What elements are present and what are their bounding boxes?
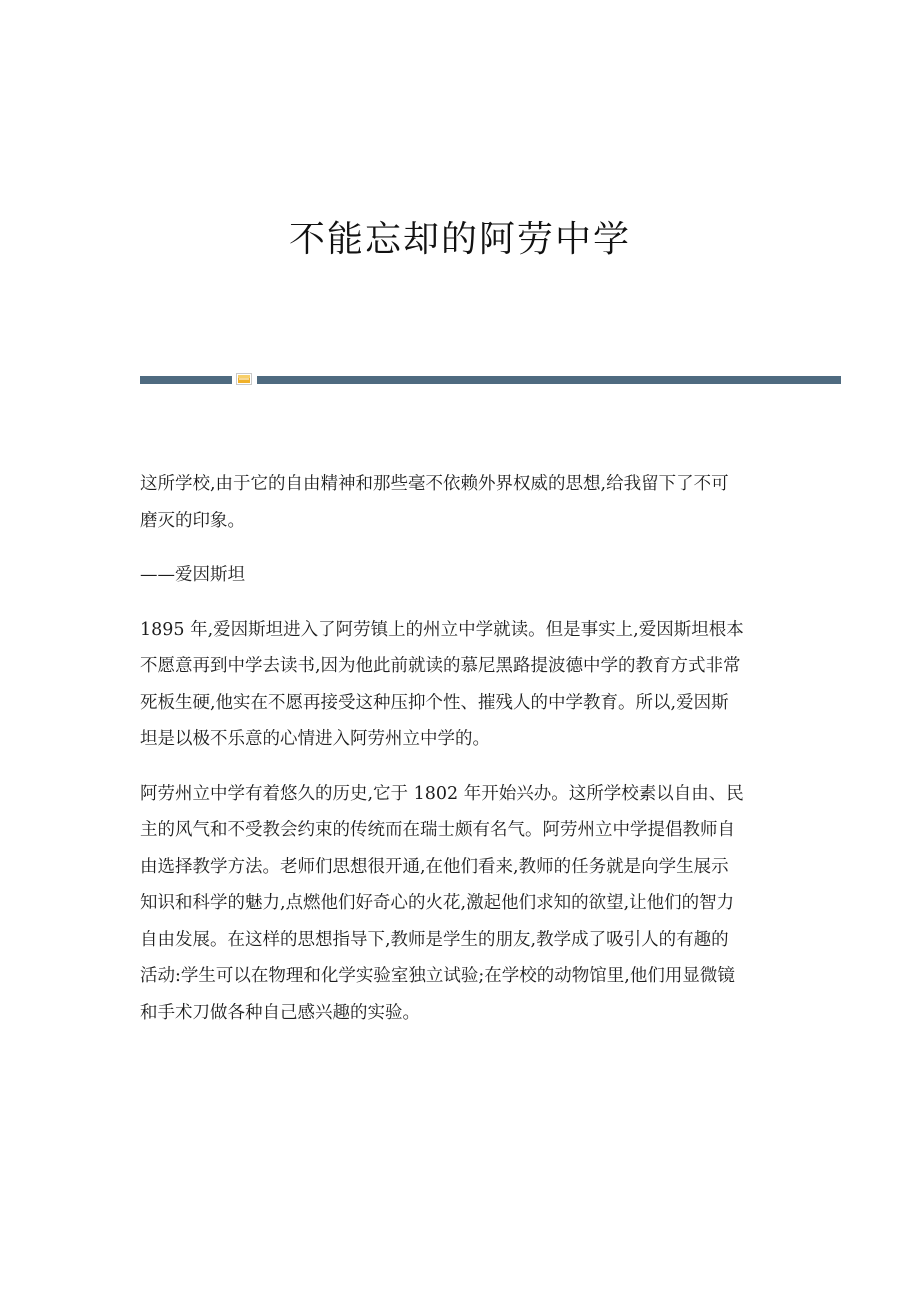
paragraph-attribution: ——爱因斯坦	[140, 565, 245, 585]
paragraph-school-history: 阿劳州立中学有着悠久的历史,它于 1802 年开始兴办。这所学校素以自由、民 主的风气和不受教会约束的传统而在瑞士颇有名气。阿劳州立中学提倡教师自 由选择教学方法。老师们思想很开通,在他们看来,教师的任务就是向学生展示 知识和科学的魅力,点燃他们好奇心的火花,激起他们求知的欲望,让他们的智力 自由发展。在这样的思想指导下,教师是学生的朋友,教学成了吸引人的有趣的 活动:学生可以在物理和化学实验室独立试验;在学校的动物馆里,他们用显微镜 和手术刀做各种自己感兴趣的实验。	[140, 783, 744, 1023]
ornament-icon	[236, 373, 252, 385]
paragraph-quote: 这所学校,由于它的自由精神和那些毫不依赖外界权威的思想,给我留下了不可 磨灭的印象。	[140, 474, 729, 531]
document-title: 不能忘却的阿劳中学	[288, 219, 631, 260]
divider-bar-right	[257, 376, 841, 384]
document-body	[140, 466, 790, 1049]
title-divider	[140, 373, 841, 385]
divider-bar-left	[140, 376, 232, 384]
paragraph-1895: 1895 年,爱因斯坦进入了阿劳镇上的州立中学就读。但是事实上,爱因斯坦根本 不愿意再到中学去读书,因为他此前就读的慕尼黑路提波德中学的教育方式非常 死板生硬,他实在不愿再接受这种压抑个性、摧残人的中学教育。所以,爱因斯 坦是以极不乐意的心情进入阿劳州立中学的。	[140, 619, 744, 749]
